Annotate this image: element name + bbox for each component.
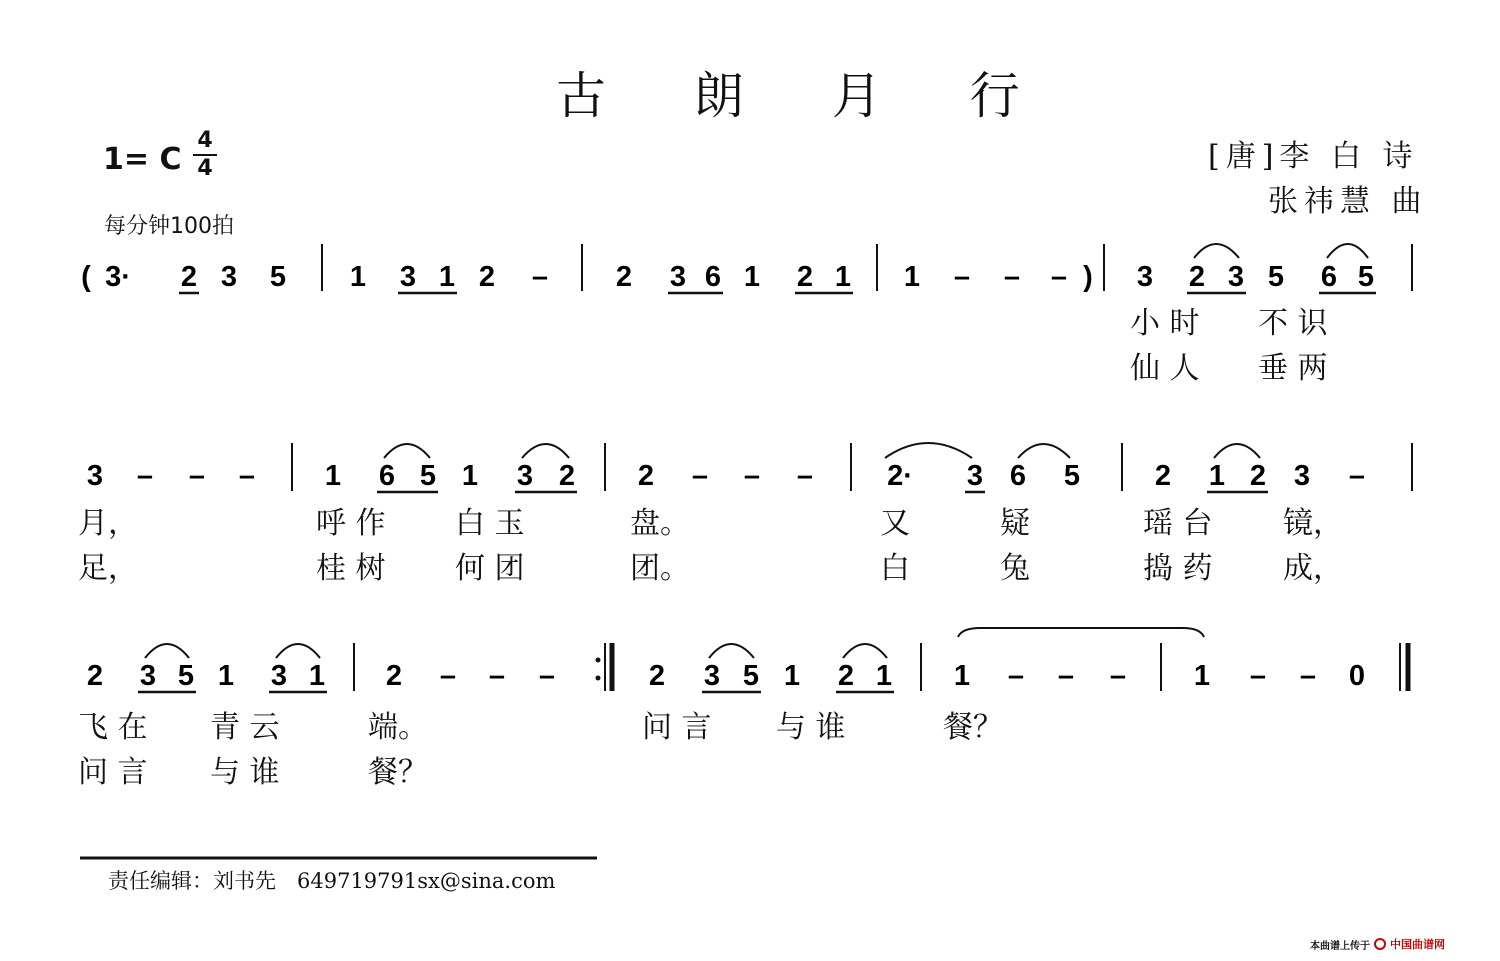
lyric: 盘。	[630, 506, 690, 541]
note: –	[1299, 660, 1317, 692]
slur	[709, 644, 754, 658]
slur	[384, 444, 430, 458]
note: 1	[324, 460, 342, 492]
slur	[1327, 244, 1368, 258]
lyric: 镜，	[1283, 506, 1343, 541]
note: 3	[270, 660, 288, 692]
site-logo-text: 中国曲谱网	[1390, 938, 1445, 951]
note: 5	[1063, 460, 1081, 492]
tempo-marking: 每分钟100拍	[104, 214, 234, 239]
note: –	[1249, 660, 1267, 692]
note: 1	[834, 261, 852, 293]
lyric: 垂 两	[1258, 351, 1328, 386]
note: 5	[742, 660, 760, 692]
note: 0	[1348, 660, 1366, 692]
note: 2	[837, 660, 855, 692]
note: 1	[783, 660, 801, 692]
note: 6	[1009, 460, 1027, 492]
note: –	[796, 460, 814, 492]
note: 5	[1267, 261, 1285, 293]
note: 3	[86, 460, 104, 492]
lyric: 桂 树	[316, 551, 386, 586]
note: 2	[478, 261, 496, 293]
lyric: 小 时	[1130, 306, 1200, 341]
note: 2	[1154, 460, 1172, 492]
lyric: 白 玉	[455, 506, 525, 541]
note: –	[691, 460, 709, 492]
lyric: 又	[880, 506, 910, 541]
note: 1	[461, 460, 479, 492]
note: 1	[743, 261, 761, 293]
lyric: 餐？	[368, 755, 428, 790]
note: 3	[516, 460, 534, 492]
composer-credit: 张祎慧 曲	[1268, 184, 1428, 219]
lyric: 餐？	[943, 710, 1003, 745]
watermark-text: 本曲谱上传于	[1310, 940, 1370, 952]
lyric: 瑶 台	[1143, 506, 1213, 541]
slur	[885, 443, 972, 458]
lyric: 兔	[1000, 551, 1030, 586]
note: 1	[308, 660, 326, 692]
time-sig-top: 4	[197, 128, 213, 153]
lyric: 月，	[78, 506, 138, 541]
note: –	[488, 660, 506, 692]
note: 3	[703, 660, 721, 692]
note: 5	[419, 460, 437, 492]
note: 2	[648, 660, 666, 692]
note: 5	[177, 660, 195, 692]
note: 6	[1320, 261, 1338, 293]
note: 5	[1357, 261, 1375, 293]
note: 2	[796, 261, 814, 293]
lyric: 不 识	[1258, 306, 1328, 341]
note: (	[81, 261, 91, 293]
note: –	[1109, 660, 1127, 692]
note: –	[538, 660, 556, 692]
key-signature: 1= C	[103, 142, 182, 177]
note: –	[439, 660, 457, 692]
note: 2	[180, 261, 198, 293]
lyric: 疑	[1000, 506, 1030, 541]
note: 3	[1136, 261, 1154, 293]
lyric: 足，	[78, 551, 138, 586]
score-row-2	[78, 443, 1412, 586]
lyric: 飞 在	[78, 710, 148, 745]
lyric: 端。	[368, 710, 428, 745]
note: –	[743, 460, 761, 492]
lyric: 仙 人	[1130, 351, 1200, 386]
lyric: 青 云	[210, 710, 280, 745]
note: 1	[903, 261, 921, 293]
lyric: 成，	[1283, 551, 1343, 586]
lyric: 团。	[630, 551, 690, 586]
time-sig-bottom: 4	[193, 154, 217, 182]
repeat-dot	[596, 658, 601, 663]
note: 1	[953, 660, 971, 692]
slur	[1214, 444, 1260, 458]
note: 3	[1293, 460, 1311, 492]
note: 6	[378, 460, 396, 492]
note: 3	[1227, 261, 1245, 293]
note: 2·	[887, 460, 913, 492]
note: 2	[385, 660, 403, 692]
lyric: 白	[880, 551, 910, 586]
note: –	[1003, 261, 1021, 293]
slur	[1018, 444, 1070, 458]
note: 2	[86, 660, 104, 692]
note: 1	[438, 261, 456, 293]
site-logo-icon	[1374, 938, 1386, 950]
lyric: 何 团	[455, 551, 525, 586]
note: 3·	[105, 261, 131, 293]
note: 1	[1193, 660, 1211, 692]
lyric: 问 言	[78, 755, 148, 790]
note: 1	[1208, 460, 1226, 492]
lyric: 与 谁	[776, 710, 846, 745]
note: –	[1050, 261, 1068, 293]
note: –	[953, 261, 971, 293]
note: –	[188, 460, 206, 492]
note: 2	[637, 460, 655, 492]
tie	[958, 628, 1204, 637]
note: 5	[269, 261, 287, 293]
note: 3	[399, 261, 417, 293]
slur	[522, 444, 569, 458]
note: 3	[669, 261, 687, 293]
page-title: 古 朗 月 行	[556, 67, 1056, 125]
note: 2	[1188, 261, 1206, 293]
slur	[1194, 244, 1239, 258]
note: 3	[139, 660, 157, 692]
note: 1	[217, 660, 235, 692]
note: –	[238, 460, 256, 492]
note: 1	[349, 261, 367, 293]
note: –	[1007, 660, 1025, 692]
score-row-1	[81, 244, 1412, 386]
note: 2	[558, 460, 576, 492]
slur	[145, 644, 189, 658]
note: –	[136, 460, 154, 492]
lyric: 捣 药	[1143, 551, 1213, 586]
note: 1	[875, 660, 893, 692]
repeat-dot	[596, 676, 601, 681]
lyric: 与 谁	[210, 755, 280, 790]
note: –	[1348, 460, 1366, 492]
note: )	[1083, 261, 1093, 293]
note: 2	[1249, 460, 1267, 492]
lyric: 问 言	[642, 710, 712, 745]
slur	[276, 644, 320, 658]
slur	[843, 644, 887, 658]
note: –	[531, 261, 549, 293]
lyric: 呼 作	[316, 506, 386, 541]
poet-credit: [唐]李 白 诗	[1208, 139, 1419, 174]
site-watermark	[1310, 936, 1445, 952]
note: 3	[220, 261, 238, 293]
note: 2	[615, 261, 633, 293]
score-row-3	[78, 628, 1408, 790]
note: 6	[704, 261, 722, 293]
note: –	[1057, 660, 1075, 692]
note: 3	[966, 460, 984, 492]
editor-credit: 责任编辑：刘书先 649719791sx@sina.com	[108, 869, 556, 893]
